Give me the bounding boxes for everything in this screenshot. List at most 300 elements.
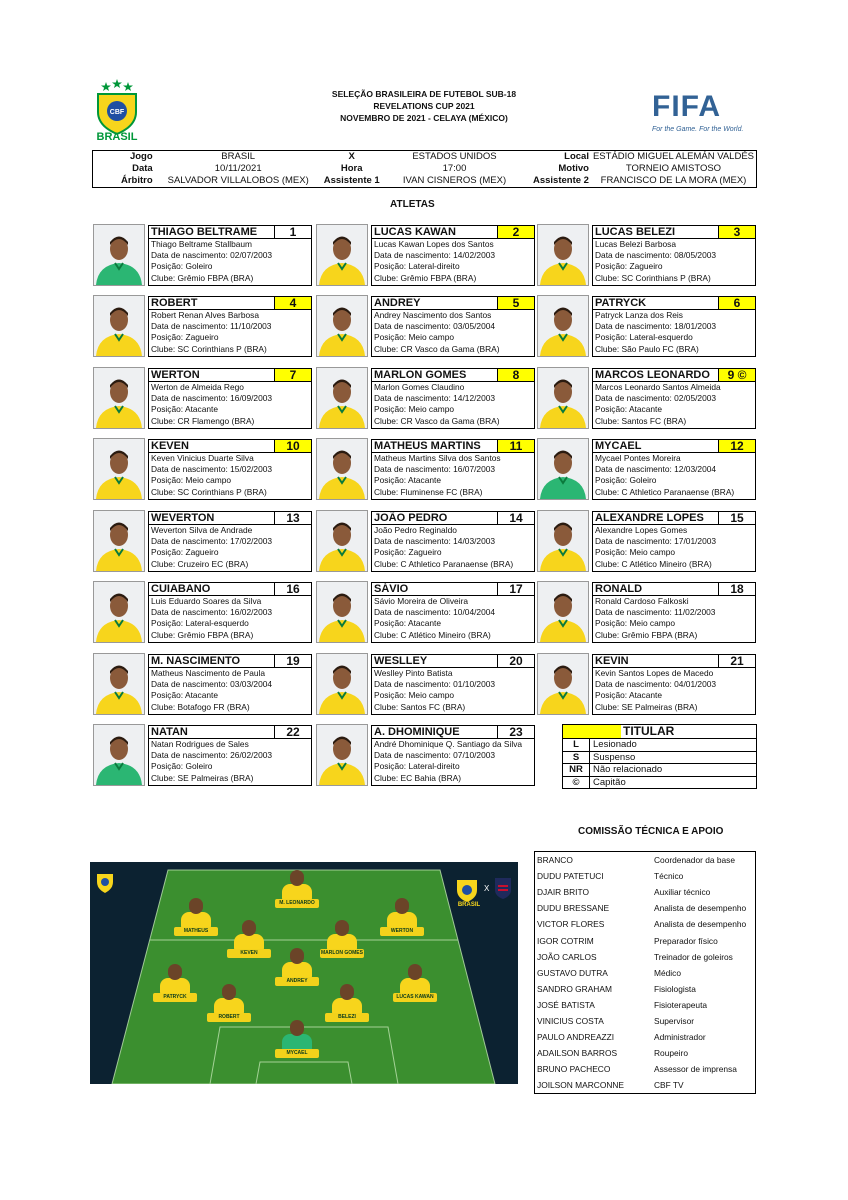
lineup-player <box>275 868 319 908</box>
player-club: Clube: SE Palmeiras (BRA) <box>595 701 698 712</box>
player-club: Clube: EC Bahia (BRA) <box>374 772 462 783</box>
player-photo <box>316 367 368 429</box>
local-label: Local <box>564 151 589 162</box>
staff-row <box>535 852 756 869</box>
player-birthdate: Data de nascimento: 14/03/2003 <box>374 536 496 547</box>
versus-mark: X <box>484 884 490 893</box>
player-position: Posição: Atacante <box>595 404 663 415</box>
player-position: Posição: Goleiro <box>151 261 213 272</box>
legend-key: © <box>563 777 590 789</box>
staff-name: PAULO ANDREAZZI <box>537 1032 615 1043</box>
player-card <box>316 653 535 715</box>
player-name: WESLLEY <box>371 654 497 668</box>
player-birthdate: Data de nascimento: 03/03/2004 <box>151 679 273 690</box>
lineup-graphic <box>90 862 518 1084</box>
player-birthdate: Data de nascimento: 16/02/2003 <box>151 607 273 618</box>
player-position: Posição: Lateral-esquerdo <box>151 618 249 629</box>
legend-item <box>562 777 757 790</box>
player-info <box>592 310 756 357</box>
player-number: 3 <box>718 225 756 239</box>
player-photo <box>93 295 145 357</box>
kit-shirt <box>234 934 264 950</box>
player-full-name: Matheus Nascimento de Paula <box>151 668 266 678</box>
versus-mark: X <box>348 151 355 162</box>
player-full-name: Alexandre Lopes Gomes <box>595 525 688 535</box>
player-card <box>537 510 756 572</box>
player-club: Clube: CR Flamengo (BRA) <box>151 415 255 426</box>
lineup-player <box>320 918 364 958</box>
player-full-name: João Pedro Reginaldo <box>374 525 457 535</box>
player-info <box>371 453 535 500</box>
usa-crest-icon <box>494 876 512 900</box>
legend-key: L <box>563 739 590 751</box>
player-full-name: Kevin Santos Lopes de Macedo <box>595 668 714 678</box>
player-name: NATAN <box>148 725 274 739</box>
legend-title: TITULAR <box>623 724 675 738</box>
player-position: Posição: Meio campo <box>374 332 455 343</box>
player-photo <box>93 367 145 429</box>
player-number: 11 <box>497 439 535 453</box>
player-club: Clube: Cruzeiro EC (BRA) <box>151 558 249 569</box>
match-date: 10/11/2021 <box>214 163 262 174</box>
player-birthdate: Data de nascimento: 07/10/2003 <box>374 750 496 761</box>
player-full-name: Natan Rodrigues de Sales <box>151 739 249 749</box>
player-card <box>93 724 312 786</box>
staff-role: CBF TV <box>654 1080 684 1091</box>
player-club: Clube: SE Palmeiras (BRA) <box>151 772 254 783</box>
player-club: Clube: Santos FC (BRA) <box>374 701 466 712</box>
player-info <box>148 310 312 357</box>
player-info <box>371 382 535 429</box>
player-card <box>316 224 535 286</box>
player-number: 16 <box>274 582 312 596</box>
player-info <box>592 668 756 715</box>
player-photo <box>537 367 589 429</box>
player-card <box>537 367 756 429</box>
player-number: 22 <box>274 725 312 739</box>
player-photo <box>316 438 368 500</box>
staff-row <box>535 1045 756 1061</box>
lineup-player <box>174 896 218 936</box>
player-club: Clube: SC Corinthians P (BRA) <box>151 343 267 354</box>
player-number: 7 <box>274 368 312 382</box>
player-position: Posição: Goleiro <box>151 761 213 772</box>
legend-label: Capitão <box>593 776 626 788</box>
legend-key: S <box>563 752 590 764</box>
player-head <box>168 964 182 980</box>
player-club: Clube: Grêmio FBPA (BRA) <box>151 272 254 283</box>
lineup-player-label: MARLON GOMES <box>321 950 363 956</box>
motivo-label: Motivo <box>558 163 589 174</box>
staff-name: JOÃO CARLOS <box>537 951 597 962</box>
player-card <box>537 438 756 500</box>
player-photo <box>537 438 589 500</box>
staff-row <box>535 1077 756 1094</box>
title-line-3: NOVEMBRO DE 2021 - CELAYA (MÉXICO) <box>340 113 508 123</box>
kit-shirt <box>214 998 244 1014</box>
player-club: Clube: Grêmio FBPA (BRA) <box>595 629 698 640</box>
player-position: Posição: Lateral-esquerdo <box>595 332 693 343</box>
match-time: 17:00 <box>442 163 467 174</box>
player-info <box>148 239 312 286</box>
legend-starter <box>562 724 757 739</box>
lineup-player-label: M. LEONARDO <box>275 899 319 908</box>
assistant1-label: Assistente 1 <box>323 175 380 186</box>
staff-row <box>535 949 756 965</box>
player-club: Clube: Santos FC (BRA) <box>595 415 687 426</box>
kit-shirt <box>282 962 312 978</box>
player-number: 2 <box>497 225 535 239</box>
staff-row <box>535 900 756 916</box>
player-number: 17 <box>497 582 535 596</box>
legend-item <box>562 739 757 752</box>
player-name: M. NASCIMENTO <box>148 654 274 668</box>
player-number: 6 <box>718 296 756 310</box>
match-row-date <box>93 163 757 175</box>
fifa-logo <box>652 92 762 142</box>
player-number: 4 <box>274 296 312 310</box>
player-position: Posição: Atacante <box>374 475 442 486</box>
player-name: MARLON GOMES <box>371 368 497 382</box>
player-info <box>371 239 535 286</box>
legend-item <box>562 764 757 777</box>
assistant2-label: Assistente 2 <box>532 175 589 186</box>
player-club: Clube: Fluminense FC (BRA) <box>374 486 483 497</box>
staff-name: SANDRO GRAHAM <box>537 983 612 994</box>
player-position: Posição: Zagueiro <box>374 547 442 558</box>
player-photo <box>93 724 145 786</box>
player-position: Posição: Meio campo <box>374 404 455 415</box>
player-full-name: Thiago Beltrame Stallbaum <box>151 239 253 249</box>
legend-label: Não relacionado <box>593 764 663 775</box>
player-card <box>93 367 312 429</box>
player-name: JOÃO PEDRO <box>371 511 497 525</box>
player-name: WEVERTON <box>148 511 274 525</box>
legend-key: NR <box>563 764 590 776</box>
player-full-name: Lucas Belezi Barbosa <box>595 239 677 249</box>
staff-name: BRUNO PACHECO <box>537 1064 611 1075</box>
data-label: Data <box>132 163 153 174</box>
staff-role: Analista de desempenho <box>654 903 747 914</box>
player-club: Clube: CR Vasco da Gama (BRA) <box>374 415 500 426</box>
player-card <box>93 224 312 286</box>
lineup-player-label: MATHEUS <box>174 927 218 936</box>
lineup-player <box>153 962 197 1002</box>
player-photo <box>537 510 589 572</box>
lineup-player-label: PATRYCK <box>153 993 197 1002</box>
player-full-name: Robert Renan Alves Barbosa <box>151 310 260 320</box>
staff-role: Fisioterapeuta <box>654 999 708 1010</box>
player-info <box>148 739 312 786</box>
player-full-name: Andrey Nascimento dos Santos <box>374 310 492 320</box>
player-club: Clube: CR Vasco da Gama (BRA) <box>374 343 500 354</box>
match-row-officials <box>93 175 757 188</box>
staff-name: DUDU PATETUCI <box>537 871 604 882</box>
player-number: 21 <box>718 654 756 668</box>
player-birthdate: Data de nascimento: 11/10/2003 <box>151 321 272 332</box>
player-photo <box>93 510 145 572</box>
lineup-player-label: BELEZI <box>325 1013 369 1022</box>
player-birthdate: Data de nascimento: 17/01/2003 <box>595 536 717 547</box>
player-photo <box>316 224 368 286</box>
player-number: 9 © <box>718 368 756 382</box>
player-name: CUIABANO <box>148 582 274 596</box>
player-full-name: Marcos Leonardo Santos Almeida <box>595 382 721 392</box>
player-photo <box>93 224 145 286</box>
staff-row <box>535 965 756 981</box>
staff-role: Técnico <box>654 871 684 882</box>
player-number: 14 <box>497 511 535 525</box>
player-birthdate: Data de nascimento: 02/05/2003 <box>595 393 717 404</box>
title-line-1: SELEÇÃO BRASILEIRA DE FUTEBOL SUB-18 <box>331 89 517 99</box>
player-number: 8 <box>497 368 535 382</box>
player-full-name: Lucas Kawan Lopes dos Santos <box>374 239 494 249</box>
kit-shirt <box>282 884 312 900</box>
player-info <box>592 525 756 572</box>
title-line-2: REVELATIONS CUP 2021 <box>373 101 475 111</box>
player-info <box>371 525 535 572</box>
player-birthdate: Data de nascimento: 16/09/2003 <box>151 393 273 404</box>
kit-shirt <box>400 978 430 994</box>
staff-name: GUSTAVO DUTRA <box>537 967 608 978</box>
lineup-player <box>275 1018 319 1058</box>
staff-role: Analista de desempenho <box>654 919 747 930</box>
player-photo <box>537 295 589 357</box>
player-full-name: Werton de Almeida Rego <box>151 382 244 392</box>
player-info <box>371 739 535 786</box>
lineup-player <box>325 982 369 1022</box>
player-club: Clube: Grêmio FBPA (BRA) <box>374 272 477 283</box>
staff-name: ADAILSON BARROS <box>537 1048 618 1059</box>
team-home: BRASIL <box>221 151 256 162</box>
staff-table <box>534 851 756 1094</box>
player-birthdate: Data de nascimento: 11/02/2003 <box>595 607 716 618</box>
player-position: Posição: Zagueiro <box>595 261 663 272</box>
player-birthdate: Data de nascimento: 10/04/2004 <box>374 607 496 618</box>
staff-role: Coordenador da base <box>654 855 736 866</box>
staff-row <box>535 981 756 997</box>
player-name: MATHEUS MARTINS <box>371 439 497 453</box>
player-number: 20 <box>497 654 535 668</box>
player-club: Clube: SC Corinthians P (BRA) <box>595 272 711 283</box>
venue: ESTÁDIO MIGUEL ALEMÁN VALDÉS <box>592 151 754 162</box>
lineup-player <box>227 918 271 958</box>
player-full-name: Matheus Martins Silva dos Santos <box>374 453 501 463</box>
player-position: Posição: Meio campo <box>151 475 232 486</box>
player-photo <box>93 581 145 643</box>
lineup-player-label: ROBERT <box>207 1013 251 1022</box>
kit-shirt <box>387 912 417 928</box>
team-away: ESTADOS UNIDOS <box>412 151 497 162</box>
player-card <box>93 295 312 357</box>
player-head <box>335 920 349 936</box>
match-motive: TORNEIO AMISTOSO <box>625 163 722 174</box>
player-card <box>93 510 312 572</box>
lineup-brand: BRASIL <box>457 902 481 908</box>
arbitro-label: Árbitro <box>121 175 153 186</box>
player-info <box>148 525 312 572</box>
staff-row <box>535 997 756 1013</box>
player-club: Clube: C Atlético Mineiro (BRA) <box>374 629 491 640</box>
staff-role: Fisiologista <box>654 983 696 994</box>
starter-swatch <box>563 725 621 738</box>
player-full-name: Ronald Cardoso Falkoski <box>595 596 689 606</box>
player-photo <box>537 224 589 286</box>
player-full-name: Weverton Silva de Andrade <box>151 525 253 535</box>
cbf-crest-icon <box>94 868 116 896</box>
kit-shirt <box>181 912 211 928</box>
staff-name: VICTOR FLORES <box>537 919 605 930</box>
lineup-player-label: WERTON <box>380 927 424 936</box>
player-birthdate: Data de nascimento: 03/05/2004 <box>374 321 496 332</box>
player-full-name: André Dhominique Q. Santiago da Silva <box>374 739 523 749</box>
staff-role: Supervisor <box>654 1015 695 1026</box>
player-name: KEVIN <box>592 654 718 668</box>
player-number: 18 <box>718 582 756 596</box>
assistant1: IVAN CISNEROS (MEX) <box>402 175 507 186</box>
player-photo <box>537 653 589 715</box>
player-card <box>93 653 312 715</box>
player-card <box>93 438 312 500</box>
player-number: 23 <box>497 725 535 739</box>
player-number: 1 <box>274 225 312 239</box>
player-card <box>537 653 756 715</box>
player-birthdate: Data de nascimento: 16/07/2003 <box>374 464 496 475</box>
player-head <box>189 898 203 914</box>
kit-shirt <box>332 998 362 1014</box>
player-birthdate: Data de nascimento: 17/02/2003 <box>151 536 273 547</box>
lineup-player-label: ANDREY <box>275 977 319 986</box>
player-name: PATRYCK <box>592 296 718 310</box>
player-full-name: Marlon Gomes Claudino <box>374 382 465 392</box>
player-head <box>290 948 304 964</box>
lineup-player-label: LUCAS KAWAN <box>393 993 437 1002</box>
player-info <box>371 596 535 643</box>
lineup-player <box>275 946 319 986</box>
staff-name: DJAIR BRITO <box>537 887 589 898</box>
player-card <box>316 724 535 786</box>
player-position: Posição: Atacante <box>374 618 442 629</box>
staff-name: VINICIUS COSTA <box>537 1015 604 1026</box>
player-card <box>316 438 535 500</box>
player-photo <box>316 653 368 715</box>
staff-name: DUDU BRESSANE <box>537 903 610 914</box>
player-card <box>316 367 535 429</box>
kit-shirt <box>160 978 190 994</box>
player-name: MYCAEL <box>592 439 718 453</box>
player-club: Clube: C Athletico Paranaense (BRA) <box>374 558 514 569</box>
player-name: RONALD <box>592 582 718 596</box>
player-head <box>290 1020 304 1036</box>
player-photo <box>316 295 368 357</box>
staff-name: BRANCO <box>537 855 573 866</box>
staff-role: Preparador físico <box>654 935 718 946</box>
player-club: Clube: Botafogo FR (BRA) <box>151 701 250 712</box>
player-name: SÁVIO <box>371 582 497 596</box>
staff-role: Médico <box>654 967 681 978</box>
jogo-label: Jogo <box>129 151 153 162</box>
staff-row <box>535 1061 756 1077</box>
player-info <box>148 382 312 429</box>
legend-label: Lesionado <box>593 739 637 750</box>
player-name: KEVEN <box>148 439 274 453</box>
player-info <box>592 239 756 286</box>
staff-row <box>535 932 756 948</box>
player-name: LUCAS BELEZI <box>592 225 718 239</box>
match-row-game <box>93 151 757 164</box>
player-full-name: Mycael Pontes Moreira <box>595 453 681 463</box>
cbf-brand-text: BRASIL <box>96 131 138 143</box>
section-title-athletes: ATLETAS <box>390 199 435 210</box>
player-info <box>371 668 535 715</box>
player-name: WERTON <box>148 368 274 382</box>
staff-role: Administrador <box>654 1032 706 1043</box>
player-position: Posição: Atacante <box>151 404 219 415</box>
player-position: Posição: Meio campo <box>595 618 676 629</box>
player-head <box>395 898 409 914</box>
player-birthdate: Data de nascimento: 26/02/2003 <box>151 750 273 761</box>
player-position: Posição: Zagueiro <box>151 332 219 343</box>
hora-label: Hora <box>340 163 363 174</box>
player-number: 10 <box>274 439 312 453</box>
player-head <box>242 920 256 936</box>
player-number: 15 <box>718 511 756 525</box>
player-birthdate: Data de nascimento: 18/01/2003 <box>595 321 717 332</box>
player-card <box>537 581 756 643</box>
match-info-table <box>92 150 757 188</box>
player-info <box>148 453 312 500</box>
kit-shirt <box>282 1034 312 1050</box>
player-name: ROBERT <box>148 296 274 310</box>
player-head <box>290 870 304 886</box>
player-number: 12 <box>718 439 756 453</box>
player-photo <box>93 653 145 715</box>
player-position: Posição: Lateral-direito <box>374 761 460 772</box>
player-club: Clube: C Atlético Mineiro (BRA) <box>595 558 712 569</box>
player-head <box>408 964 422 980</box>
player-position: Posição: Atacante <box>595 690 663 701</box>
player-photo <box>537 581 589 643</box>
lineup-player-label: KEVEN <box>227 949 271 958</box>
player-info <box>148 668 312 715</box>
player-info <box>148 596 312 643</box>
player-info <box>592 453 756 500</box>
player-name: MARCOS LEONARDO <box>592 368 718 382</box>
legend-item <box>562 752 757 765</box>
player-card <box>316 510 535 572</box>
lineup-player <box>393 962 437 1002</box>
player-position: Posição: Lateral-direito <box>374 261 460 272</box>
player-name: LUCAS KAWAN <box>371 225 497 239</box>
lineup-player <box>207 982 251 1022</box>
staff-row <box>535 884 756 900</box>
lineup-player <box>380 896 424 936</box>
player-card <box>93 581 312 643</box>
staff-role: Roupeiro <box>654 1048 688 1059</box>
player-name: THIAGO BELTRAME <box>148 225 274 239</box>
assistant2: FRANCISCO DE LA MORA (MEX) <box>600 175 747 186</box>
player-birthdate: Data de nascimento: 08/05/2003 <box>595 250 717 261</box>
player-birthdate: Data de nascimento: 14/12/2003 <box>374 393 496 404</box>
player-position: Posição: Atacante <box>151 690 219 701</box>
player-full-name: Weslley Pinto Batista <box>374 668 453 678</box>
player-position: Posição: Goleiro <box>595 475 657 486</box>
staff-section-title: COMISSÃO TÉCNICA E APOIO <box>578 826 724 837</box>
player-head <box>222 984 236 1000</box>
player-info <box>371 310 535 357</box>
player-club: Clube: Grêmio FBPA (BRA) <box>151 629 254 640</box>
staff-role: Treinador de goleiros <box>654 951 733 962</box>
